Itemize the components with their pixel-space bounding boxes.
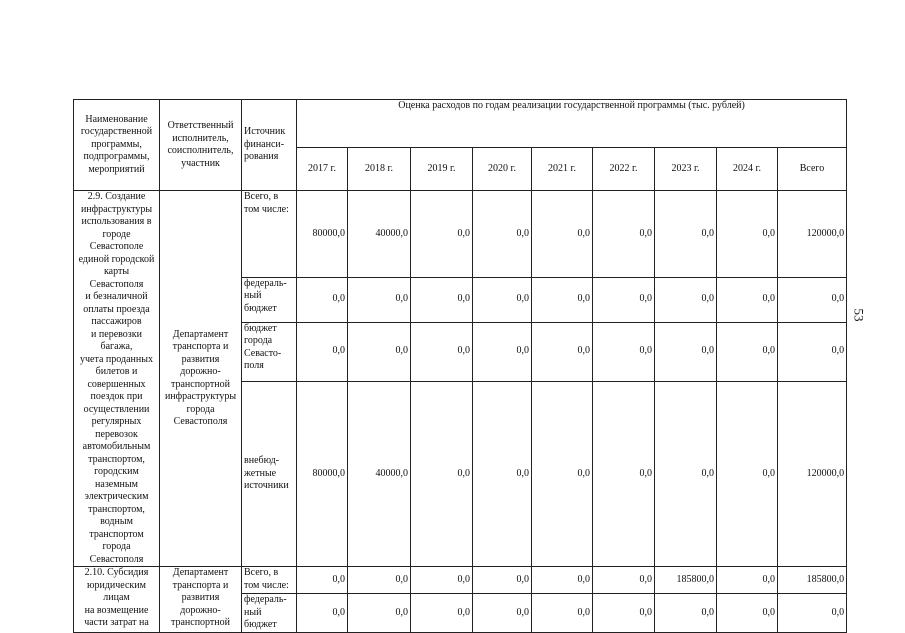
header-year: 2021 г.	[532, 148, 593, 191]
year-value: 0,0	[473, 381, 532, 566]
header-responsible-col: Ответственный исполнитель, соисполнитель, участник	[160, 100, 242, 191]
year-value: 0,0	[348, 322, 411, 381]
total-value: 120000,0	[778, 381, 847, 566]
total-value: 0,0	[778, 277, 847, 322]
year-value: 0,0	[473, 322, 532, 381]
funding-source: Всего, в том числе:	[242, 191, 297, 278]
year-value: 0,0	[532, 381, 593, 566]
budget-table	[73, 99, 847, 633]
funding-source: федераль- ный бюджет	[242, 277, 297, 322]
funding-source: федераль- ный бюджет	[242, 594, 297, 633]
header-year: 2022 г.	[593, 148, 655, 191]
year-value: 0,0	[411, 594, 473, 633]
year-value: 0,0	[411, 381, 473, 566]
year-value: 0,0	[593, 567, 655, 594]
header-source-col: Источник финанси-рования	[242, 100, 297, 191]
total-value: 185800,0	[778, 567, 847, 594]
year-value: 0,0	[297, 277, 348, 322]
table-row	[74, 191, 847, 278]
funding-source: внебюд- жетные источники	[242, 381, 297, 566]
year-value: 0,0	[473, 594, 532, 633]
year-value: 0,0	[717, 322, 778, 381]
year-value: 0,0	[411, 191, 473, 278]
year-value: 0,0	[717, 567, 778, 594]
year-value: 0,0	[593, 322, 655, 381]
year-value: 0,0	[655, 191, 717, 278]
year-value: 0,0	[297, 567, 348, 594]
header-total: Всего	[778, 148, 847, 191]
year-value: 0,0	[473, 277, 532, 322]
year-value: 0,0	[593, 381, 655, 566]
header-year: 2023 г.	[655, 148, 717, 191]
responsible-party: Департамент транспорта и развития дорожно- транспортной	[160, 567, 242, 633]
total-value: 120000,0	[778, 191, 847, 278]
year-value: 0,0	[717, 381, 778, 566]
year-value: 0,0	[532, 277, 593, 322]
year-value: 0,0	[532, 322, 593, 381]
year-value: 0,0	[411, 322, 473, 381]
year-value: 0,0	[717, 594, 778, 633]
year-value: 0,0	[532, 594, 593, 633]
year-value: 0,0	[348, 277, 411, 322]
header-year: 2019 г.	[411, 148, 473, 191]
year-value: 0,0	[297, 322, 348, 381]
page-number: 53	[851, 308, 867, 322]
year-value: 40000,0	[348, 381, 411, 566]
year-value: 0,0	[473, 191, 532, 278]
header-estimate-title: Оценка расходов по годам реализации государственной программы (тыс. рублей)	[297, 100, 847, 148]
year-value: 0,0	[593, 191, 655, 278]
year-value: 0,0	[655, 322, 717, 381]
year-value: 0,0	[593, 277, 655, 322]
year-value: 0,0	[532, 191, 593, 278]
total-value: 0,0	[778, 322, 847, 381]
year-value: 40000,0	[348, 191, 411, 278]
year-value: 0,0	[473, 567, 532, 594]
header-year: 2017 г.	[297, 148, 348, 191]
header-year: 2020 г.	[473, 148, 532, 191]
year-value: 0,0	[655, 594, 717, 633]
activity-name: 2.10. Субсидия юридическим лицам на возмещение части затрат на	[74, 567, 160, 633]
header-year: 2018 г.	[348, 148, 411, 191]
year-value: 0,0	[717, 277, 778, 322]
total-value: 0,0	[778, 594, 847, 633]
year-value: 80000,0	[297, 381, 348, 566]
header-year: 2024 г.	[717, 148, 778, 191]
header-name-col: Наименование государственной программы, подпрограммы, мероприятий	[74, 100, 160, 191]
year-value: 0,0	[532, 567, 593, 594]
year-value: 0,0	[593, 594, 655, 633]
funding-source: бюджет города Севасто- поля	[242, 322, 297, 381]
year-value: 0,0	[411, 277, 473, 322]
year-value: 0,0	[717, 191, 778, 278]
year-value: 185800,0	[655, 567, 717, 594]
year-value: 0,0	[297, 594, 348, 633]
year-value: 0,0	[348, 567, 411, 594]
year-value: 0,0	[655, 277, 717, 322]
table-row	[74, 567, 847, 594]
funding-source: Всего, в том числе:	[242, 567, 297, 594]
year-value: 0,0	[411, 567, 473, 594]
year-value: 0,0	[348, 594, 411, 633]
responsible-party: Департамент транспорта и развития дорожно- транспортной инфраструктуры города Севастополя	[160, 191, 242, 567]
year-value: 80000,0	[297, 191, 348, 278]
activity-name: 2.9. Создание инфраструктуры использования в городе Севастополе единой городской карты Севастополя и безналичной оплаты проезда пассажиров и перевозки багажа, учета проданных билетов и совершенных поездок при осуществлении регулярных перевозок автомобильным транспортом, городским наземным электрическим транспортом, водным транспортом города Севастополя	[74, 191, 160, 567]
year-value: 0,0	[655, 381, 717, 566]
